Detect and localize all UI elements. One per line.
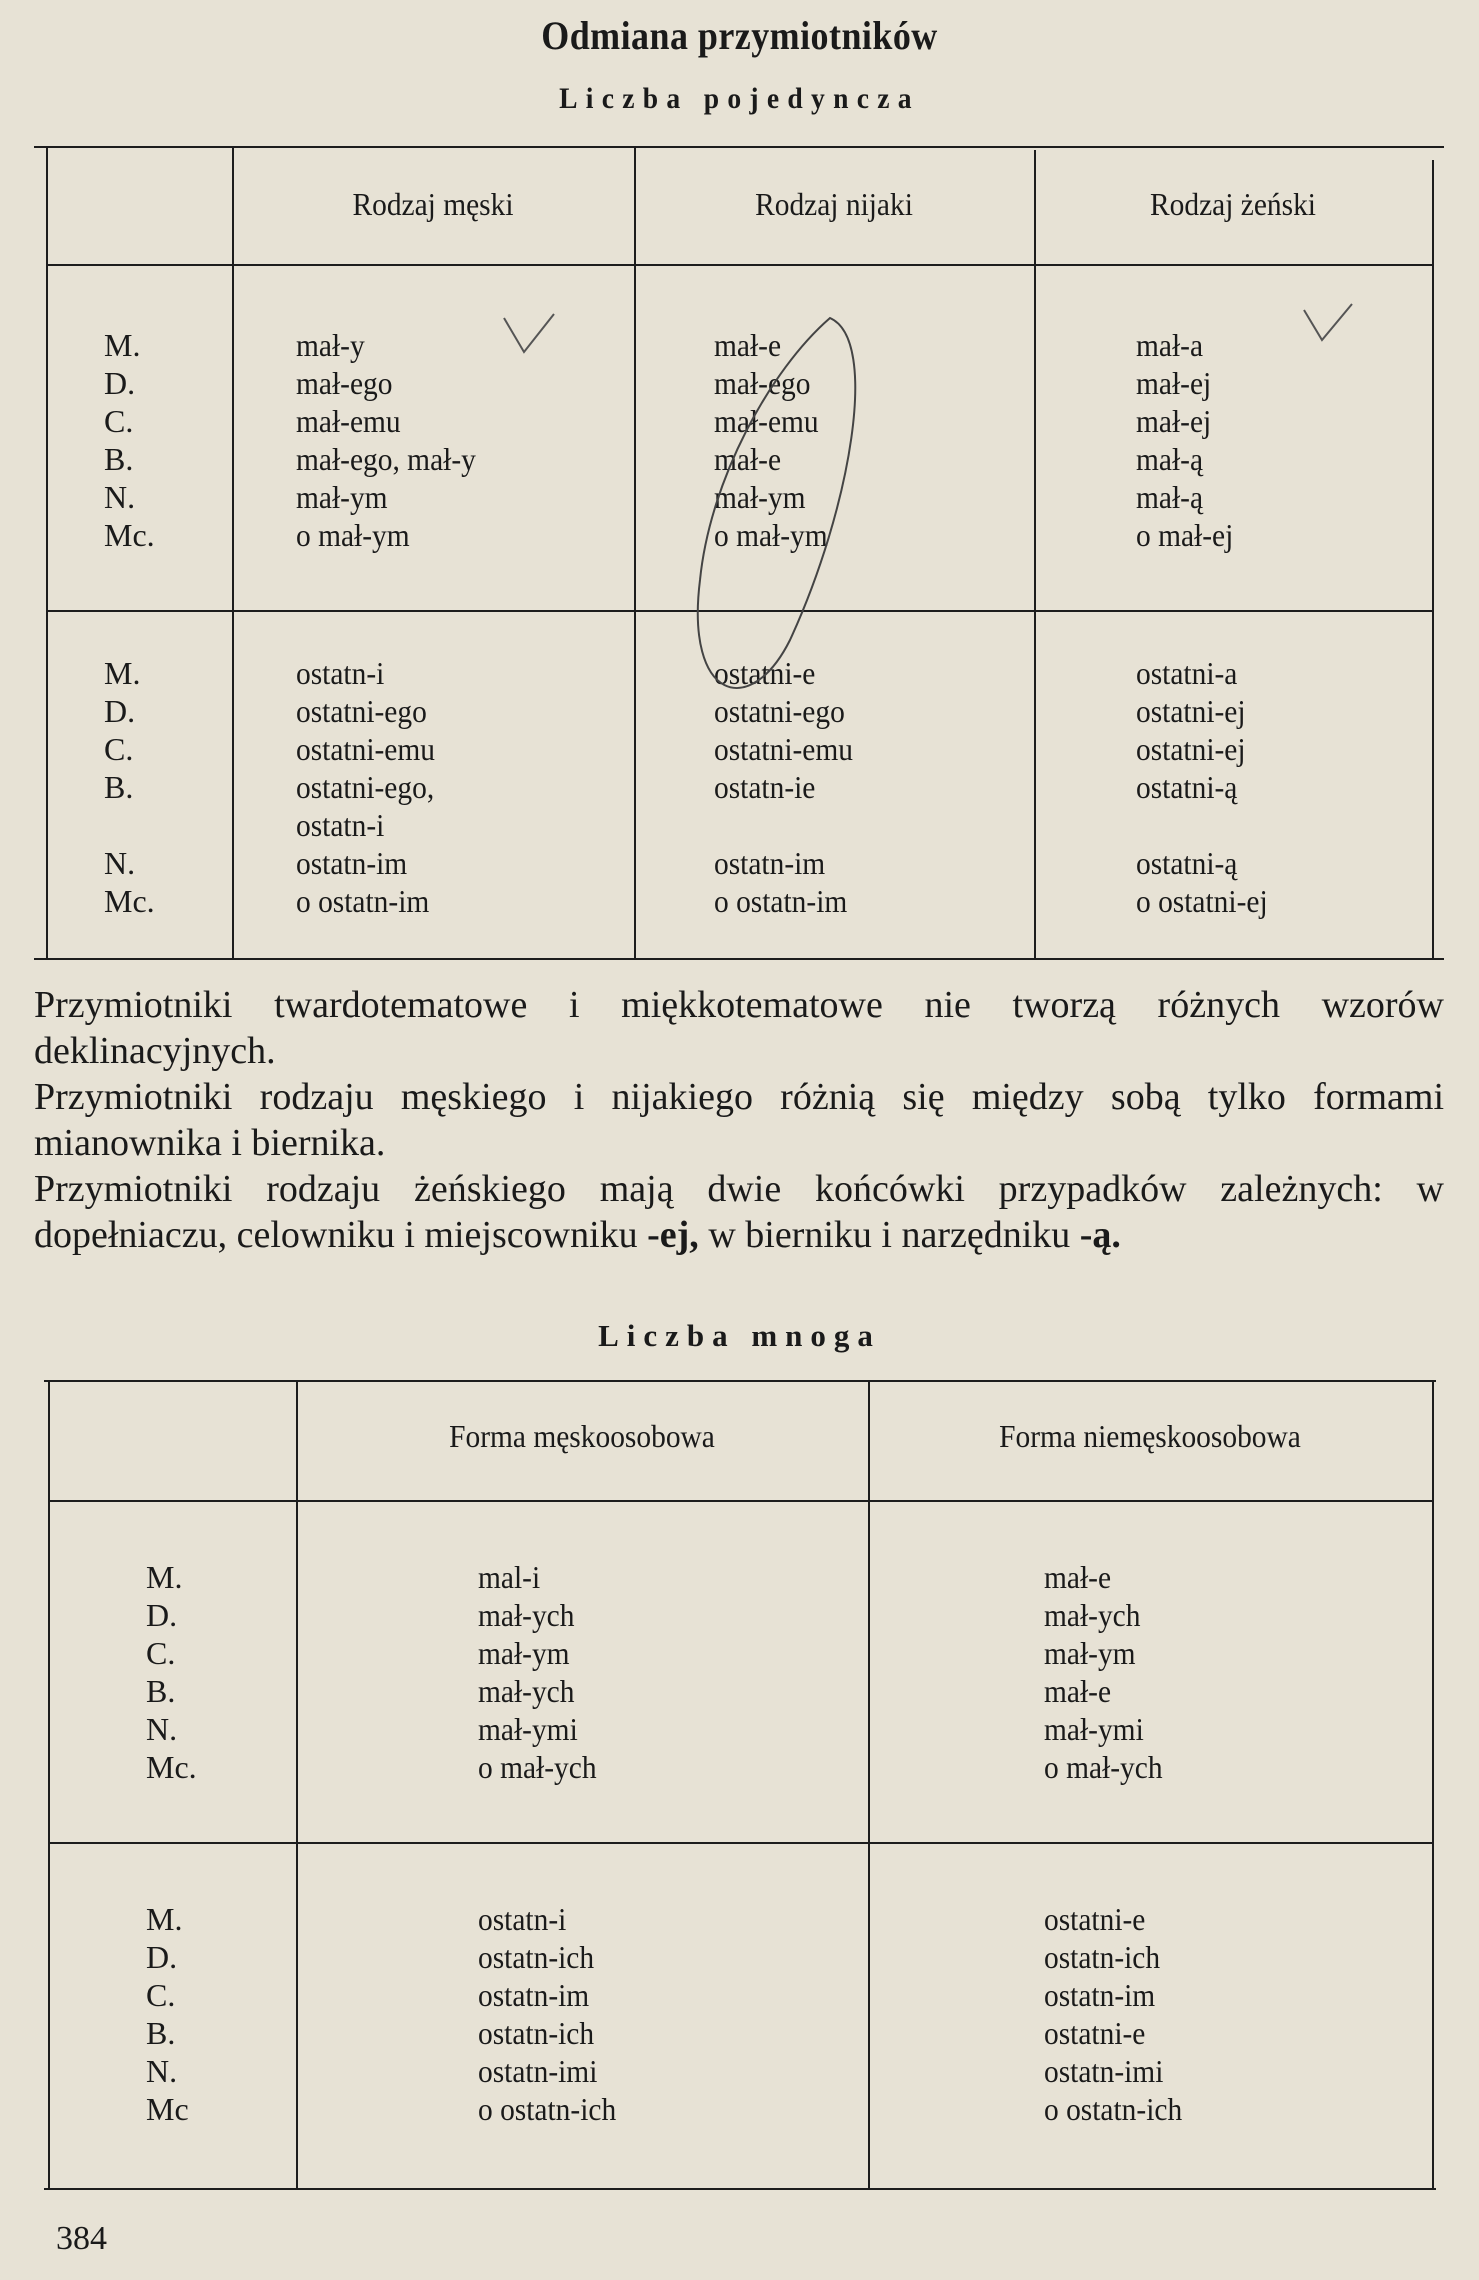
- paragraph-1: Przymiotniki twardotematowe i miękkotematowe nie tworzą różnych wzorów deklinacyjnych.: [34, 984, 1444, 1072]
- table-top-border: [44, 1380, 1436, 1382]
- checkmark-icon: [1300, 300, 1360, 350]
- header-neuter: Rodzaj nijaki: [755, 186, 913, 222]
- masculine-personal-forms-2: ostatn-i ostatn-ich ostatn-im ostatn-ich ostatn-imi o ostatn-ich: [478, 1901, 617, 2127]
- case-labels-2: M. D. C. B. N. Mc: [146, 1901, 189, 2127]
- case-labels: M. D. C. B. N. Mc.: [104, 327, 155, 553]
- header-divider: [48, 1500, 1432, 1502]
- table-bottom-border: [44, 2188, 1436, 2190]
- paragraph-2: Przymiotniki rodzaju męskiego i nijakiego różnią się między sobą tylko formami mianownika i biernika.: [34, 1076, 1444, 1164]
- table-bottom-border: [34, 958, 1444, 960]
- case-labels-2: M. D. C. B. N. Mc.: [104, 655, 155, 919]
- feminine-forms: mał-a mał-ej mał-ej mał-ą mał-ą o mał-ej: [1136, 327, 1234, 553]
- col-border-1: [296, 1380, 298, 2188]
- header-masculine-personal: Forma męskoosobowa: [449, 1418, 715, 1454]
- masculine-personal-forms: mal-i mał-ych mał-ym mał-ych mał-ymi o mał-ych: [478, 1559, 597, 1785]
- header-non-masculine-personal: Forma niemęskoosobowa: [999, 1418, 1301, 1454]
- block-divider: [48, 1842, 1432, 1844]
- neuter-forms-2: ostatni-e ostatni-ego ostatni-emu ostatn-ie ostatn-im o ostatn-im: [714, 655, 853, 919]
- case-labels: M. D. C. B. N. Mc.: [146, 1559, 197, 1785]
- col-border-3: [1034, 150, 1036, 958]
- non-masculine-personal-forms-2: ostatni-e ostatn-ich ostatn-im ostatni-e ostatn-imi o ostatn-ich: [1044, 1901, 1183, 2127]
- header-masculine: Rodzaj męski: [352, 186, 514, 222]
- header-feminine: Rodzaj żeński: [1150, 186, 1316, 222]
- checkmark-icon: [500, 310, 560, 360]
- col-border-1: [232, 146, 234, 958]
- singular-heading: Liczba pojedyncza: [559, 82, 920, 115]
- plural-heading: Liczba mnoga: [598, 1318, 881, 1353]
- table-top-border: [34, 146, 1444, 148]
- non-masculine-personal-forms: mał-e mał-ych mał-ym mał-e mał-ymi o mał-ych: [1044, 1559, 1163, 1785]
- col-border-left: [48, 1380, 50, 2188]
- col-border-left: [46, 146, 48, 958]
- col-border-2: [868, 1380, 870, 2188]
- header-divider: [48, 264, 1434, 266]
- col-border-2: [634, 146, 636, 958]
- page-number: 384: [56, 2220, 107, 2257]
- feminine-forms-2: ostatni-a ostatni-ej ostatni-ej ostatni-ą ostatni-ą o ostatni-ej: [1136, 655, 1268, 919]
- masculine-forms: mał-y mał-ego mał-emu mał-ego, mał-y mał-ym o mał-ym: [296, 327, 476, 553]
- col-border-right: [1432, 1380, 1434, 2188]
- col-border-right: [1432, 160, 1434, 958]
- pencil-oval-mark: [680, 310, 880, 710]
- masculine-forms-2: ostatn-i ostatni-ego ostatni-emu ostatni-ego, ostatn-i ostatn-im o ostatn-im: [296, 655, 435, 919]
- page-title: Odmiana przymiotników: [541, 13, 938, 58]
- neuter-forms: mał-e mał-ego mał-emu mał-e mał-ym o mał-ym: [714, 327, 828, 553]
- paragraph-3: Przymiotniki rodzaju żeńskiego mają dwie końcówki przypadków zależnych: w dopełniaczu, celowniku i miejscowniku -ej, w bierniku i narzędniku -ą.: [34, 1168, 1444, 1256]
